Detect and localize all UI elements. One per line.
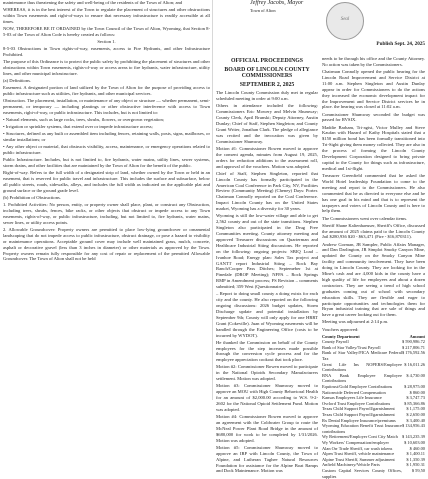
voucher-table bbox=[322, 334, 425, 479]
right-column-b bbox=[322, 0, 425, 479]
voucher-payee: Wyoming Education Benefit Trust Insurance contributions bbox=[322, 423, 402, 434]
paragraph: Maddie Barham, Tri-agist, Victor Mulley and Steve Kaufan with Hazard of Kathy Hospitals stated that a $150 million bond has been formally transitioned into Tri-Sight giving them money collected. They are also in the process of forming the Lincoln County Development Corporation designed to bring private capital to the County for things such as infrastructure, medical and 1st-flight. bbox=[322, 124, 425, 171]
voucher-amount: $ 1,950.31 bbox=[406, 462, 425, 468]
voucher-payee: Alan Orr Trade Sheriff, car wash tokens bbox=[322, 445, 393, 451]
paragraph: 2. Allowable Groundcover: Property owners are permitted to place low-lying groundcover or ornamental landscaping that do not impede access to public infrastructure, obstruct drainage, or pose a hazard to visibility or maintenance operations. Acceptable ground cover may include well maintained grass, mulch, concrete, asphalt or decorative gravel (less than 3 inches in diameter) or other materials as approved by the Town. Property owners remain fully responsible for any cost of repair or replacement of the permitted Allowable Groundcover. The Town of Alton shall not be held bbox=[3, 226, 210, 262]
voucher-amount: $ 134,956.43 bbox=[401, 423, 425, 429]
paragraph: maintenance thus threatening the safety and well-being of the residents of the Town of Alton; and bbox=[3, 0, 183, 5]
voucher-row bbox=[322, 412, 425, 418]
voucher-payee: Equitrust/Gold Employee Contributions bbox=[322, 384, 393, 389]
voucher-row bbox=[322, 362, 425, 373]
voucher-payee: Bank of Star Valley/Trust Payroll bbox=[322, 344, 381, 350]
paragraph: Motion #5: Commissioner Shumway moved to approve an IRP with Lincoln County, the Town of Alpine, and Lutheran Taghee Natural Resources Foundation for assistance for the Alpine Boat Ramps and Dock Maintenance. Motion was bbox=[216, 444, 318, 474]
voucher-amount: $ 1,175.00 bbox=[406, 406, 425, 412]
column-divider bbox=[212, 0, 213, 400]
voucher-header-department: County Department bbox=[322, 333, 360, 339]
voucher-payee: Wy Retirement/Employer Cont City Match bbox=[322, 434, 398, 440]
voucher-amount: $ 590,986.72 bbox=[401, 339, 425, 345]
paragraph: needs to be through his office and the County Attorney. No action was taken by the Commissioners. bbox=[322, 56, 425, 67]
list-item: • Natural elements, such as large rocks, trees, shrubs, flowers, or overgrown vegetation; bbox=[3, 117, 165, 122]
voucher-amount: $ 1,350.39 bbox=[406, 456, 425, 462]
voucher-payee: Custom Capital Services County Offices, supplies bbox=[322, 467, 402, 479]
voucher-row bbox=[322, 451, 425, 457]
heading-line: SEPTEMBER 2, 2025 bbox=[239, 81, 295, 88]
voucher-amount: $ 85,366.86 bbox=[404, 400, 425, 406]
voucher-row bbox=[322, 468, 425, 479]
proceedings-heading bbox=[216, 58, 318, 88]
voucher-amount: $ 3,747.73 bbox=[406, 395, 425, 401]
paragraph: Others in attendance included the following: Commissioners Eric Mowery and Melvin Shumway; County Clerk, April Brunski; Deputy Attorney, Austin Dunlay; Chief of Staff, Stephen Singleton; and County Grant Writer, Jonathan Clark. The pledge of allegiance was recited and the invocation was given by Commissioner Shumway. bbox=[216, 103, 318, 144]
paragraph: The Lincoln County Commission duly met in regular scheduled meeting in order at 9:00 a.m. bbox=[216, 90, 318, 102]
voucher-row bbox=[322, 423, 425, 434]
voucher-payee: Alpine Trust Sheriff, Summer adjustment bbox=[322, 456, 395, 462]
voucher-amount: $ 217,806.71 bbox=[401, 344, 425, 350]
voucher-payee: Wy Workers' Compensation/employer bbox=[322, 439, 389, 445]
voucher-payee: Nationwide Deferred Compensation bbox=[322, 389, 386, 395]
voucher-amount: $ 2,650.00 bbox=[406, 411, 425, 417]
voucher-payee: Rx Dental Employee Insurance/premiums bbox=[322, 417, 396, 423]
voucher-amount: $ 176,592.56 bbox=[401, 350, 425, 356]
voucher-amount: $ 3,400.40 bbox=[406, 417, 425, 423]
paragraph: 1. Prohibited Activities: No person, entity, or property owner shall place, plant, or construct any Obstruction, including trees, shrubs, fences, bike racks, or other objects that obstruct or impede access to any Town easements, rights-of-way, or public infrastructure, including, but not limited to, fire hydrants, water mains, sewer lines, or utility access points. bbox=[3, 202, 210, 225]
paragraph: Commissioner Shumway seconded the budget was passed for RVSIX. bbox=[322, 111, 425, 123]
paragraph: Sheriff Shane Kaltenhaeuser, Sheriff's Office, discussed the amount of 2025 claims paid to the Lincoln County Jail $280,936 $20 - $63,471 (Fire - $16,870311). bbox=[322, 222, 425, 240]
paragraph: – Report to doing small county a doing exists for each city and the county. He also reported on the following ongoing discussions: 2026 budget updates, Storm Discharge update and potential installation by September 9th; County will only apply for one HRRT Grant (Cokeville). Juan of Wyoming easements will be handled through the Engineering Office (costs to be incurred by WYDOT). bbox=[216, 291, 318, 338]
voucher-payee: Ovrlord Trust Employee Contributions bbox=[322, 400, 391, 406]
paragraph: Wyoming is still the low-water village and able to get 2,562 county and out of the state transitions. Stephen Singleton also participated in the Drug Free Communities meeting. County attorney meeting and approved Treasurer discussions on Quarterman and Healthcare Industrial Siting discussions. He reported on the following: ongoing projects: SBIQ Load – Ivanhoe Road; Energy plan: Sales Tax project and GANTT report Industrial Siting – Rock Bay Ranch/Cooper Pass Ditches; Septemeber 1st at Pinedale (DROP Meeting); NFPA – Rock Springs RMP in Amendment process; FS Revision – comments submitted; 359 West (Questionnaire) bbox=[216, 213, 318, 290]
paragraph: Motion #2: Commissioner Bowen moved to participate in the National Opioids Secondary Manufacturers settlement. Motion was adopted. bbox=[216, 364, 318, 382]
right-column-a bbox=[216, 0, 318, 474]
paragraph: Meeting was adjourned at 2:14 p.m. bbox=[322, 319, 389, 325]
list-item: • Structures, defined as any built or assembled item including fences, retaining walls, posts, signs, mailboxes, or similar installations; or bbox=[3, 131, 210, 143]
paragraph: The purpose of this Ordinance is to protect the public safety by prohibiting the placement of structures and other obstructions within Town easements, rights-of-way or access areas to fire hydrants, water infrastructure, utility lines, and other municipal infrastructure. bbox=[3, 59, 210, 76]
voucher-amount: $ 143,235.39 bbox=[401, 434, 425, 440]
paragraph: He thanked the Commission on behalf of the County employees for the step increases made possible through the conversion cycle process and for the employee appreciation cookout that took place. bbox=[216, 339, 318, 363]
voucher-payee: Kansas Employees Life Insurance bbox=[322, 395, 382, 401]
voucher-amount: $ 16,011.26 bbox=[404, 361, 425, 367]
paragraph: Chief of Staff, Stephen Singleton, reported that Lincoln County has formally participated in the American Coal Conference in Park City, NV, Facilities Review (Community Meeting) (Cheney) Days: Porter. Chairman Connolly reported on the Coal Conference. Impact Lincoln County has on the United States market, Wyoming has a diversity for 30 years. bbox=[216, 170, 318, 212]
voucher-amount: $ 28,975.00 bbox=[404, 384, 425, 389]
voucher-row bbox=[322, 384, 425, 390]
paragraph: (b) Prohibition of Obstructions. bbox=[3, 195, 61, 200]
voucher-header-amount: Amount bbox=[409, 333, 425, 339]
right-column bbox=[216, 0, 425, 479]
voucher-payee: Alpen Trust Sheriff, vehicle maintenance bbox=[322, 451, 395, 457]
voucher-row bbox=[322, 395, 425, 401]
paragraph: 8-5-03 Obstructions in Town rights-of-way, easements, access to Fire Hydrants, and other Infrastructure Prohibited. bbox=[3, 46, 210, 57]
signature-title: Town of Alton bbox=[250, 8, 276, 13]
signature-name: Jeffrey Jacobs, Mayor bbox=[250, 0, 304, 6]
seal-icon: Seal bbox=[326, 2, 364, 40]
voucher-row bbox=[322, 373, 425, 384]
voucher-amount: $ 460.00 bbox=[409, 445, 425, 451]
paragraph: NOW, THEREFORE BE IT ORDAINED by the Town Council of the Town of Alton, Wyoming, that Section 8-5-03 of the Town of Alton Code is hereby created as follows: bbox=[3, 26, 210, 37]
section-heading: Section 1. bbox=[97, 39, 116, 44]
paragraph: Andrew Gorman, JR Sampler, Public Affairs Manager, and Dan Darlington, JR Simplot Smoky Canyon Mine, updated the County on the Smoky Canyon Mine facility and community involvement. They have been doing in Lincoln County. They are looking for in the Mine's cash and are 4,000 kids in the county have a high quality of life for employees and about a dozen contractors. They are seeing a trend of high school graduates coming out of school with secondary education skills. They are flexible and eager to participate opportunities and technologies them for Bryan industrial training that are sale of things and have a great career looking out for them. bbox=[322, 241, 425, 318]
list-item: • Any other object or material, that obstructs visibility, access, maintenance, or emergency operations related to public infrastructure. bbox=[3, 144, 210, 156]
voucher-amount: $ 4,730.00 bbox=[406, 372, 425, 378]
list-item: • Irrigation or sprinkler systems, that extend over or impede infrastructure access; bbox=[3, 124, 153, 130]
signature-block bbox=[216, 0, 318, 56]
paragraph: Public Infrastructure. Includes, but is not limited to, fire hydrants, water mains, utility lines, sewer systems, storm drains, and other facilities that are maintained by the Town of Alton for the benefit of the public. bbox=[3, 157, 210, 169]
voucher-payee: Anfield Machinery/Vehicle Parts bbox=[322, 462, 380, 468]
paragraph: Vouchers approved: bbox=[322, 326, 359, 332]
paragraph: Right-of-way. Refers to the full width of a designated strip of land, whether owned by the Town or held in an easement, that is reserved for public travel and infrastructure. This includes the surface and subsurface, below all public streets, roads, sidewalks, alleys, and includes the full width as indicated on the applicable plat and ground surface or the ground grade level. bbox=[3, 170, 210, 193]
voucher-row bbox=[322, 350, 425, 361]
heading-line: OFFICIAL PROCEEDINGS bbox=[231, 58, 303, 64]
paragraph: WHEREAS, it is in the best interest of the Town to regulate the placement of structures and other obstructions within Town easements and right-of-ways to ensure that necessary infrastructure is readily accessible at all times. bbox=[3, 7, 210, 24]
voucher-amount: $ 1,400.11 bbox=[406, 451, 425, 457]
seal-area bbox=[322, 0, 425, 56]
paragraph: Motion #1: Commissioner Bowen moved to approve the consent agenda, minutes from August 19, 2025, orders for reduction additions to the assessment roll, and approval of the vouchers. Motion was adopted. bbox=[216, 145, 318, 169]
voucher-amount: $ 10,603.00 bbox=[404, 439, 425, 445]
voucher-payee: Texas Child Support Payroll/garnishment bbox=[322, 411, 395, 417]
paragraph: Treasurer Greenfield commented that he asked the World Hotel leadership Foundation to come to the meeting and report to the Commissioners. He also commented that he as directed to everyone else and he has one goal in his mind and that is to represent the taxpayers and voters of Lincoln County and is here to help them. bbox=[322, 172, 425, 214]
paragraph: Motion #4: Commissioner Bowen moved to approve an agreement with the Coldwater Group to route the McNeal Power Plant Road Bridge in the amount of $680,000 for work to be completed by 1/31/2026. Motion was adopted. bbox=[216, 414, 318, 443]
voucher-payee: County Payroll bbox=[322, 339, 349, 345]
voucher-payee: Great Life Ins NOPERS/Employee Contributions bbox=[322, 361, 402, 373]
voucher-payee: Bank of Star Valley/FICA Medicare Federal Tax bbox=[322, 350, 402, 362]
paragraph: The Commissioners went over calendar items. bbox=[322, 215, 408, 221]
paragraph: Obstruction. The placement, installation, or maintenance of any object or structure — whether permanent, semi-permanent, or temporary — including plantings or other obstructive interference with access to Town easements, right-of-way, or public infrastructure. This includes, but is not limited to: bbox=[3, 98, 210, 115]
voucher-amount: $ 860.00 bbox=[409, 389, 425, 395]
paragraph: (a) Definitions. bbox=[3, 78, 32, 83]
publish-date: Publish Sept. 24, 2025 bbox=[376, 41, 425, 47]
paragraph: Easement. A designated portion of land utilized by the Town of Alton for the purpose of providing access to public infrastructure such as utilities, fire hydrants, and other municipal services. bbox=[3, 85, 210, 96]
voucher-payee: BNA Bank Employee Employee Contributions bbox=[322, 372, 402, 384]
left-column bbox=[3, 0, 210, 400]
voucher-row bbox=[322, 440, 425, 446]
voucher-payee: Texas Child Support Payroll/garnishment bbox=[322, 406, 395, 412]
voucher-amount: $ 59,50 bbox=[411, 467, 425, 473]
heading-line: BOARD OF LINCOLN COUNTY COMMISSIONERS bbox=[224, 66, 310, 80]
paragraph: Motion #3: Commissioner Shumway moved to approve an MOU with High County Behavioral Health for an amount of $2,000.00 according to W.S. 9-2-2602 for the National Opioid Settlement Fund. Motion was adopted. bbox=[216, 383, 318, 412]
paragraph: Chairman Connolly opened the public hearing for the Lincoln Road Improvement and Service District at 11:00 a.m. Stephen Singleton and Austin Dunlay appear in order for Commissioners to do the actions they increased the economic development impact for the Improvement and Service District services be in place. the hearing was closed at 11:02 a.m. bbox=[322, 69, 425, 110]
